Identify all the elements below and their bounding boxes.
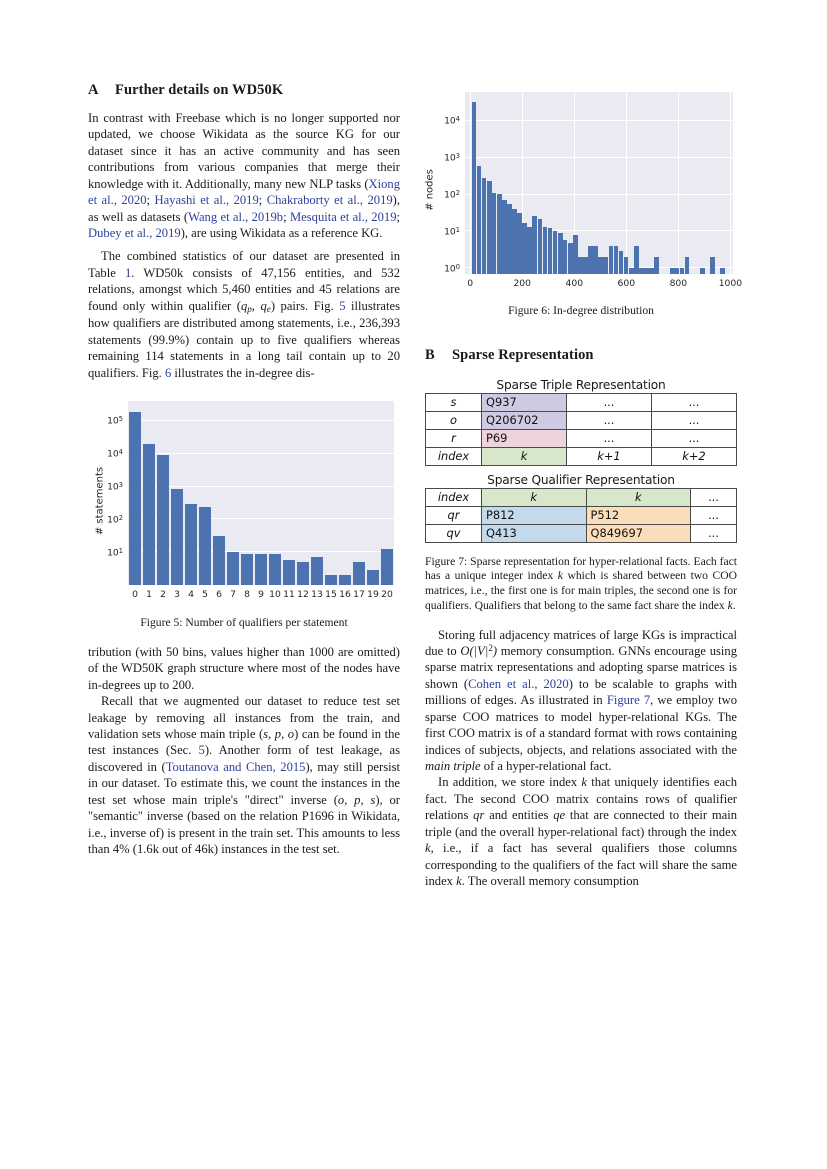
x-axis-tick-label: 17 [353, 589, 365, 601]
cell-qv-1: Q849697 [586, 524, 691, 542]
figure-6-caption: Figure 6: In-degree distribution [508, 304, 654, 317]
math-qp: q [240, 298, 248, 313]
table-row [426, 524, 737, 542]
figure-7-caption [425, 555, 737, 614]
x-axis-tick-label: 7 [230, 589, 236, 601]
cell-qindex-0: k [482, 488, 587, 506]
citation-link[interactable]: Hayashi et al., 2019 [154, 193, 259, 208]
figure-5-plot-area [107, 401, 394, 601]
bar [578, 257, 583, 274]
text-run: ) can be found in the test instances (Sec. [88, 726, 400, 758]
cell-r-2: ... [652, 429, 737, 447]
section-b-title: Sparse Representation [452, 346, 594, 363]
bar [720, 268, 725, 274]
two-column-layout [88, 82, 747, 1069]
text-run: illustrates how qualifiers are distributed among statements, i.e., 236,393 statements (99.9%) contain up to five qualifiers whereas remaining 114 statements in a long tail contain up to 20 qualifiers. Fig. [88, 298, 401, 380]
figure-5-ylabel: # statements [94, 467, 106, 536]
math-bigo-close: ) [492, 644, 498, 659]
cell-qr-0: P812 [482, 506, 587, 524]
bar [614, 246, 619, 274]
sparse-qualifier-table-title: Sparse Qualifier Representation [487, 472, 675, 487]
table-row [426, 506, 737, 524]
bar [297, 562, 309, 585]
bar [199, 507, 211, 585]
text-run: , i.e., if a fact has several qualifiers those columns corresponding to the qualifiers of the fact will share the same index [425, 841, 737, 888]
y-axis-tick-label: $10^3$ [444, 151, 460, 164]
bar [157, 455, 169, 585]
x-axis-tick-label: 400 [565, 278, 584, 289]
text-run: ; [146, 193, 155, 208]
bar [649, 268, 654, 274]
text-run: . [732, 598, 736, 612]
table-row [426, 429, 737, 447]
cell-s-0: Q937 [482, 393, 567, 411]
bar [241, 554, 253, 585]
x-axis-tick-label: 0 [467, 278, 474, 289]
y-axis-tick-label: $10^3$ [107, 480, 123, 493]
bar [710, 257, 715, 274]
y-axis-tick-label: $10^2$ [107, 513, 123, 526]
figure-5-caption: Figure 5: Number of qualifiers per statement [140, 616, 348, 630]
section-a-letter: A [88, 82, 99, 98]
bar [492, 193, 497, 274]
x-axis-tick-label: 600 [617, 278, 636, 289]
math-k: k [727, 598, 733, 612]
gridline [465, 120, 733, 121]
cell-qv-2: ... [691, 524, 737, 542]
figure-5-chart [88, 395, 400, 607]
math-ops: o, p, s [337, 792, 376, 807]
figure-6-ylabel: # nodes [424, 169, 436, 211]
cell-index-0: k [482, 447, 567, 465]
bar [532, 216, 537, 274]
math-qe: qe [553, 808, 566, 823]
bar [129, 412, 141, 585]
y-axis-tick-label: $10^4$ [107, 447, 123, 460]
gridline [128, 453, 394, 454]
figure-6 [424, 86, 743, 319]
x-axis-tick-label: 4 [188, 589, 194, 601]
text-run: ), may still persist in our dataset. To estimate this, we count the instances in the test set whose main triple's "direct" inverse ( [88, 759, 400, 807]
text-run: tribution (with 50 bins, values higher than 1000 are omitted) of the WD50K graph structure where most of the nodes have in-degrees up to 200. [88, 644, 400, 692]
text-run: The combined statistics of our dataset are presented in Table [88, 249, 400, 280]
text-run: ). Another form of test leakage, as discovered in ( [88, 743, 400, 774]
text-run: Storing full adjacency matrices of large KGs is impractical due to [425, 627, 737, 659]
text-run: memory consumption. GNNs encourage using sparse matrix representations and adopting sparse matrices is shown ( [425, 644, 737, 691]
right-paragraph-1 [425, 627, 737, 775]
x-axis-tick-label: 12 [297, 589, 309, 601]
gridline [465, 157, 733, 158]
gridline [730, 92, 731, 274]
gridline [678, 92, 679, 274]
bar [634, 246, 639, 274]
x-axis-tick-label: 9 [258, 589, 264, 601]
x-axis-tick-label: 0 [132, 589, 138, 601]
text-run: that uniquely identifies each fact. The second COO matrix contains rows of qualifier relations [425, 775, 737, 823]
math-bigo: O(|V| [460, 644, 489, 659]
cell-r-0: P69 [482, 429, 567, 447]
cell-qr-1: P512 [586, 506, 691, 524]
math-k: k [456, 873, 462, 888]
math-qe-sub: e [266, 303, 271, 314]
text-run: ), as well as datasets ( [88, 193, 401, 224]
bar [603, 257, 608, 274]
bar [381, 549, 393, 586]
row-label-qr: qr [426, 506, 482, 524]
y-axis-tick-label: $10^0$ [444, 262, 460, 275]
figure-6-chart [424, 86, 743, 294]
bar [213, 536, 225, 585]
figure-ref-link[interactable]: Figure 7 [606, 693, 651, 708]
x-axis-tick-label: 1 [146, 589, 152, 601]
table-row [426, 488, 737, 506]
section-a-title: Further details on WD50K [115, 82, 284, 98]
x-axis-tick-label: 11 [283, 589, 295, 601]
text-run: Figure 7: Sparse representation for hyper-relational facts. Each fact has a unique integer index [425, 554, 737, 583]
bar [674, 268, 679, 274]
row-label-s: s [426, 393, 482, 411]
bar [598, 257, 603, 274]
gridline [465, 194, 733, 195]
text-run: ; [396, 209, 400, 224]
cell-s-1: ... [567, 393, 652, 411]
text-run: . WD50k consists of 47,156 entities, and 532 relations, amongst which 5,460 entities and 45 relations are found only within qualifier ( [88, 265, 401, 313]
figure-7 [425, 378, 737, 614]
text-run: , we employ two sparse COO matrices to model hyper-relational KGs. The first COO matrix is of a standard format with rows containing indices of subjects, objects, and relations associated with the [425, 693, 737, 757]
bar [507, 204, 512, 274]
math-qe: q [260, 298, 267, 313]
sparse-triple-table-title: Sparse Triple Representation [496, 377, 666, 392]
bar [700, 268, 705, 274]
x-axis-tick-label: 6 [216, 589, 222, 601]
figure-6-plot-area [444, 92, 743, 289]
text-run: ), or "semantic" inverse (based on the relation P1696 in Wikidata, i.e., inverse of) is present in the train set. This amounts to less than 4% (1.6k out of 46k) instances in the test set. [88, 792, 401, 856]
right-column [424, 82, 743, 1069]
x-axis-tick-label: 800 [669, 278, 688, 289]
bar [472, 102, 477, 274]
x-axis-tick-label: 2 [160, 589, 166, 601]
left-paragraph-3 [88, 644, 400, 693]
x-axis-tick-label: 10 [269, 589, 281, 601]
x-axis-tick-label: 16 [339, 589, 351, 601]
math-qr: qr [473, 808, 485, 823]
text-run: ; [258, 193, 267, 208]
cell-index-2: k+2 [652, 447, 737, 465]
cell-qr-2: ... [691, 506, 737, 524]
sparse-triple-table [425, 393, 737, 466]
cell-qv-0: Q413 [482, 524, 587, 542]
bar [512, 209, 517, 274]
citation-link[interactable]: Xiong et al., 2020 [88, 176, 400, 208]
bar [185, 504, 197, 585]
left-column [88, 82, 400, 1069]
bar [311, 557, 323, 585]
bar [654, 257, 659, 274]
text-run: of a hyper-relational fact. [480, 758, 612, 773]
bar [269, 554, 281, 585]
math-k: k [581, 775, 588, 790]
citation-link[interactable]: Dubey et al., 2019 [88, 225, 181, 240]
left-paragraph-4 [88, 693, 400, 857]
cell-index-1: k+1 [567, 447, 652, 465]
row-label-o: o [426, 411, 482, 429]
text-run: . The overall memory consumption [461, 873, 639, 888]
math-k: k [557, 569, 563, 583]
y-axis-tick-label: $10^1$ [444, 225, 460, 238]
bar [624, 257, 629, 274]
bar [670, 268, 675, 274]
bar [353, 562, 365, 585]
citation-link[interactable]: Chakraborty et al., 2019 [266, 193, 393, 208]
cell-o-0: Q206702 [482, 411, 567, 429]
bar [325, 575, 337, 585]
cell-s-2: ... [652, 393, 737, 411]
left-paragraph-1 [88, 110, 400, 241]
y-axis-tick-label: $10^1$ [107, 546, 123, 559]
bar [482, 178, 487, 274]
left-paragraph-2 [88, 248, 400, 381]
bar [583, 257, 588, 274]
figure-5 [88, 395, 400, 631]
bar [593, 246, 598, 274]
section-b-letter: B [425, 346, 435, 363]
text-run: ; [283, 209, 290, 224]
bar [563, 240, 568, 274]
table-ref-link[interactable]: 1 [124, 265, 132, 280]
bar [522, 223, 527, 274]
citation-link[interactable]: Cohen et al., 2020 [468, 676, 569, 691]
sparse-qualifier-table [425, 488, 737, 543]
x-axis-tick-label: 19 [367, 589, 379, 601]
x-axis-tick-label: 1000 [718, 278, 743, 289]
bar [644, 268, 649, 274]
cell-r-1: ... [567, 429, 652, 447]
bar [227, 552, 239, 585]
figure-ref-link[interactable]: 5 [339, 298, 346, 313]
cell-qindex-2: ... [691, 488, 737, 506]
table-row [426, 393, 737, 411]
bar [487, 181, 492, 274]
cell-o-1: ... [567, 411, 652, 429]
bar [685, 257, 690, 274]
y-axis-tick-label: $10^4$ [444, 114, 460, 127]
y-axis-tick-label: $10^2$ [444, 188, 460, 201]
citation-link[interactable]: Toutanova and Chen, 2015 [165, 759, 306, 774]
text-run: ) to be scalable to graphs with millions of edges. As illustrated in [425, 676, 737, 708]
bar [367, 570, 379, 586]
bar [573, 235, 578, 274]
text-run: that are connected to their main triple (and the overall hyper-relational fact) through the index [425, 808, 738, 839]
table-row [426, 411, 737, 429]
section-heading-a [88, 82, 400, 99]
bar [339, 575, 351, 585]
text-run: In contrast with Freebase which is no longer supported nor updated, we choose Wikidata as the source KG for our dataset since it has an active community and has seen contributions from various companies that merge their knowledge with it. Additionally, many new NLP tasks ( [88, 111, 400, 191]
citation-link[interactable]: Mesquita et al., 2019 [289, 209, 397, 224]
text-run: In addition, we store index [438, 775, 582, 790]
bar [171, 489, 183, 585]
text-run: and entities [484, 808, 554, 823]
bar [558, 233, 563, 274]
bar [255, 554, 267, 585]
text-run: , [251, 298, 261, 313]
math-bigo-sup: 2 [488, 643, 493, 654]
math-spo: s, p, o [263, 726, 295, 741]
y-axis-tick-label: $10^5$ [107, 415, 123, 427]
sparse-qualifier-table-block [425, 473, 737, 543]
citation-link[interactable]: Wang et al., 2019b [188, 209, 284, 224]
emphasis-main-triple: main triple [425, 758, 481, 773]
x-axis-tick-label: 15 [325, 589, 337, 601]
right-paragraph-2 [425, 774, 737, 889]
bar [143, 444, 155, 585]
row-label-index: index [426, 447, 482, 465]
gridline [128, 420, 394, 421]
section-heading-b [425, 347, 737, 364]
text-run: ), are using Wikidata as a reference KG. [180, 225, 383, 240]
bar [283, 560, 295, 586]
sparse-triple-table-block [425, 378, 737, 466]
row-label-qv: qv [426, 524, 482, 542]
row-label-qindex: index [426, 488, 482, 506]
gridline [626, 92, 627, 274]
figure-ref-link[interactable]: 6 [164, 365, 172, 380]
x-axis-tick-label: 3 [174, 589, 180, 601]
bar [553, 231, 558, 274]
x-axis-tick-label: 20 [381, 589, 393, 601]
math-k: k [425, 841, 431, 856]
x-axis-tick-label: 5 [202, 589, 208, 601]
cell-qindex-1: k [586, 488, 691, 506]
x-axis-tick-label: 8 [244, 589, 250, 601]
cell-o-2: ... [652, 411, 737, 429]
text-run: illustrates the in-degree dis- [171, 365, 315, 380]
math-qp-sub: p [247, 303, 252, 314]
section-ref-link[interactable]: 5 [198, 743, 205, 758]
text-run: ) pairs. Fig. [270, 298, 340, 313]
text-run: which is shared between two COO matrices, i.e., the first one is for main triples, the second one is for qualifiers. Qualifiers that belong to the same fact share the index [425, 569, 737, 612]
row-label-r: r [426, 429, 482, 447]
bar [502, 200, 507, 274]
x-axis-tick-label: 200 [513, 278, 532, 289]
x-axis-tick-label: 13 [311, 589, 323, 601]
bar [543, 227, 548, 274]
text-run: Recall that we augmented our dataset to reduce test set leakage by removing all instances from the train, and validation sets whose main triple ( [88, 694, 400, 741]
table-row [426, 447, 737, 465]
